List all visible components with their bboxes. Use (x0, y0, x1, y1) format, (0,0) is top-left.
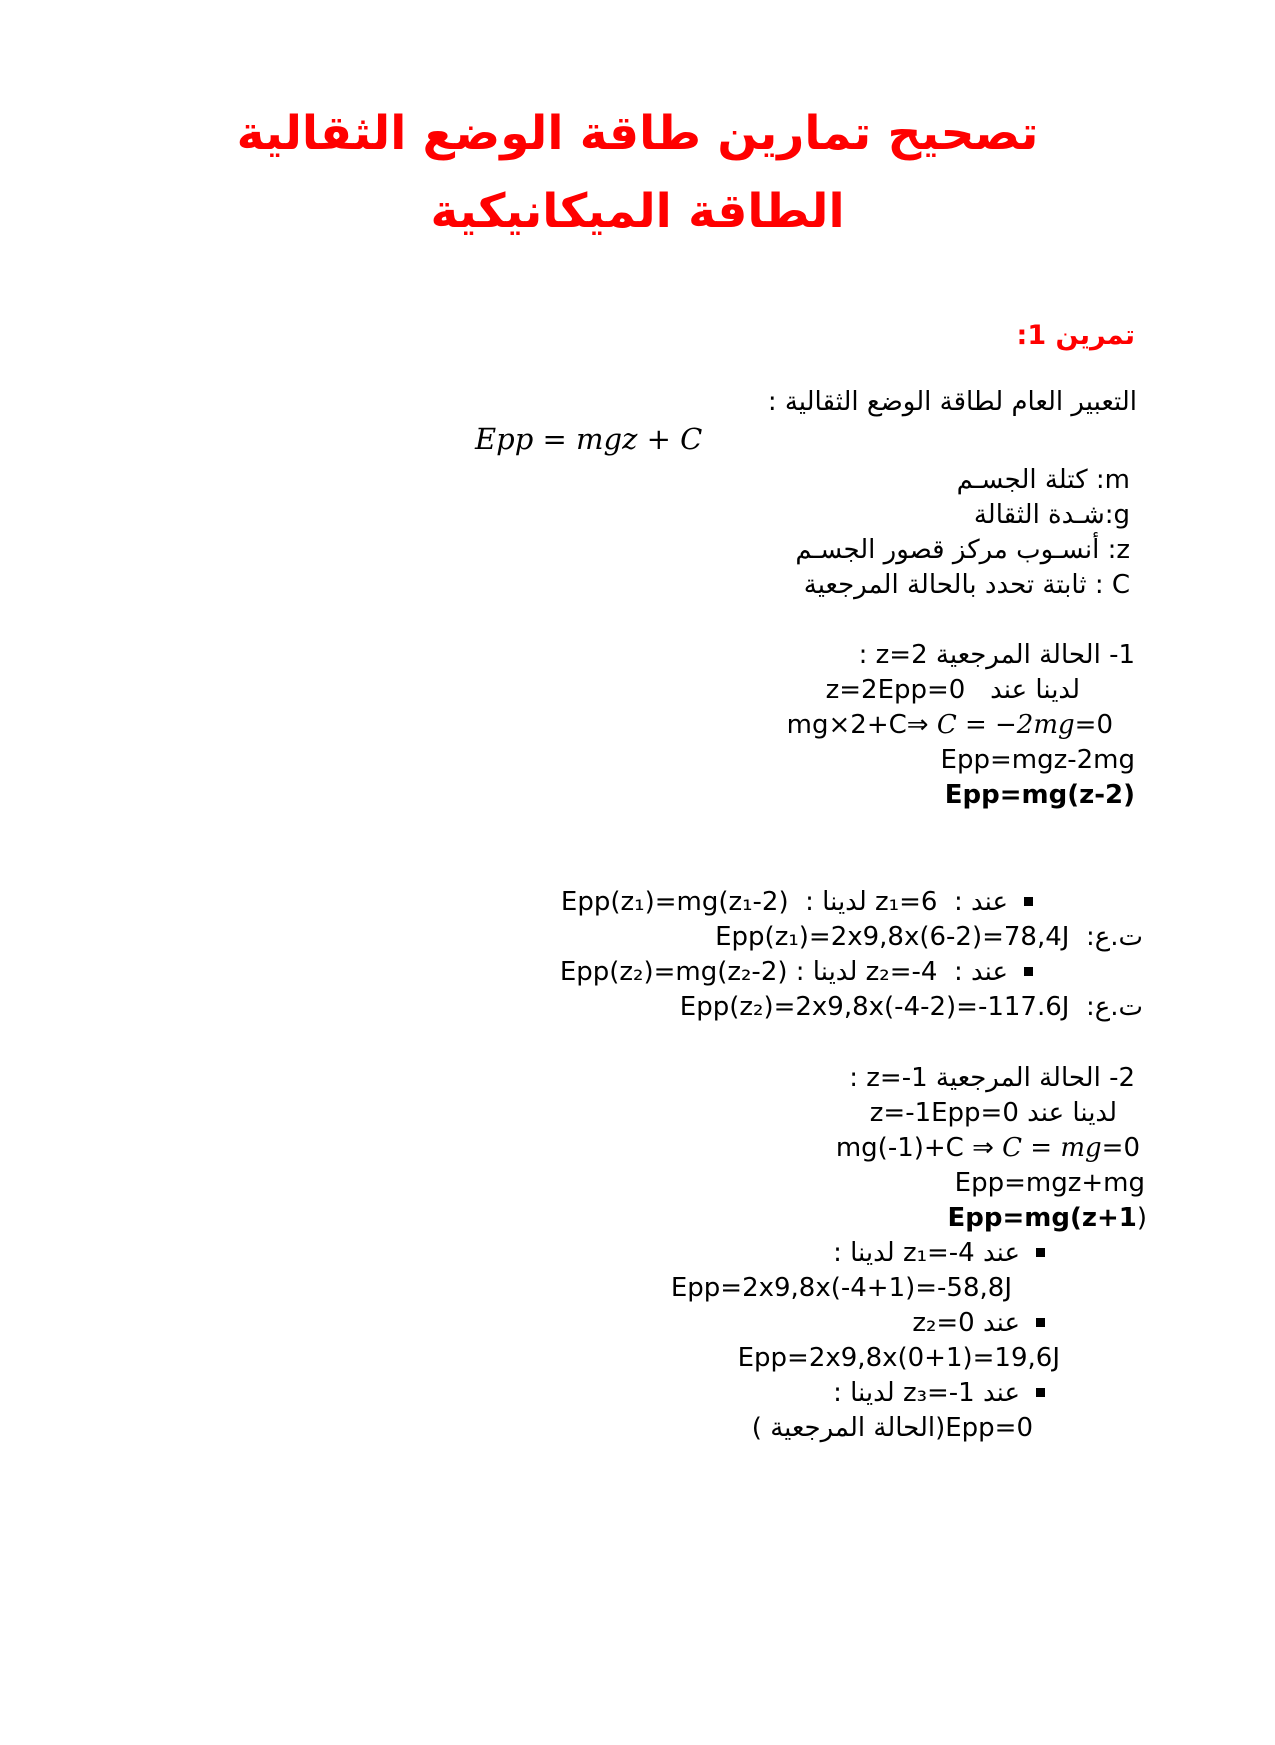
case-2-step: Epp=mgz+mg (954, 1168, 1145, 1198)
case-2-point-1-application: Epp=2x9,8x(-4+1)=-58,8J (670, 1273, 1012, 1303)
case-2-point-2-application: Epp=2x9,8x(0+1)=19,6J (737, 1343, 1060, 1373)
bullet-square-icon (1036, 1388, 1045, 1397)
case-1-point-2-statement: عند : z₂=-4 لدينا : Epp(z₂)=mg(z₂-2) (559, 957, 1008, 987)
case-1-derivation (0, 708, 1275, 743)
case-1-points-block (0, 885, 1275, 1025)
title-line-1: تصحيح تمارين طاقة الوضع الثقالية (236, 106, 1039, 161)
case-2-heading: 2- الحالة المرجعية z=-1 : (849, 1063, 1135, 1093)
case-1-final-formula: Epp=mg(z-2) (944, 780, 1135, 810)
case-1-block (0, 638, 1275, 813)
case-2-derivation-plain: 0=mg(-1)+C ⇒ (835, 1133, 1140, 1163)
definitions-block (0, 463, 1275, 603)
list-item (0, 1306, 1275, 1341)
case-2-point-3-statement: عند z₃=-1 لدينا : (833, 1378, 1020, 1408)
case-2-derivation-result: C = mg (1002, 1133, 1102, 1163)
case-1-given: لدينا عند z=2Epp=0 (825, 675, 1080, 705)
document-title (0, 95, 1275, 251)
case-1-derivation-plain: 0=mg×2+C⇒ (786, 710, 1113, 740)
case-2-final-bold: Epp=mg(z+1 (947, 1203, 1137, 1233)
case-1-heading: 1- الحالة المرجعية z=2 : (858, 640, 1135, 670)
list-item (0, 955, 1275, 990)
case-1-point-1-statement: عند : z₁=6 لدينا : Epp(z₁)=mg(z₁-2) (560, 887, 1008, 917)
definition-g: g:شـدة الثقالة (973, 500, 1130, 530)
bullet-square-icon (1036, 1318, 1045, 1327)
case-1-point-1-application: ت.ع: Epp(z₁)=2x9,8x(6-2)=78,4J (715, 922, 1143, 952)
list-item (0, 885, 1275, 920)
case-2-point-3-application: Epp=0(الحالة المرجعية ) (751, 1413, 1033, 1443)
case-2-point-2-statement: عند z₂=0 (912, 1308, 1020, 1338)
document-page (0, 95, 1275, 1745)
case-2-given: لدينا عند z=-1Epp=0 (869, 1098, 1117, 1128)
definition-z: z: أنسـوب مركز قصور الجسـم (795, 535, 1130, 565)
bullet-square-icon (1036, 1248, 1045, 1257)
list-item (0, 1376, 1275, 1411)
definition-c: C : ثابتة تحدد بالحالة المرجعية (803, 570, 1130, 600)
general-formula: Epp = mgz + C (475, 422, 703, 456)
case-2-block (0, 1061, 1275, 1446)
bullet-square-icon (1024, 967, 1033, 976)
exercise-1-heading: تمرين 1: (1016, 320, 1135, 351)
definition-m: m: كتلة الجسـم (956, 465, 1130, 495)
title-line-2: الطاقة الميكانيكية (430, 184, 845, 239)
case-2-derivation (0, 1131, 1275, 1166)
list-item (0, 1236, 1275, 1271)
bullet-square-icon (1024, 897, 1033, 906)
case-1-point-2-application: ت.ع: Epp(z₂)=2x9,8x(-4-2)=-117.6J (679, 992, 1143, 1022)
case-1-step: Epp=mgz-2mg (940, 745, 1135, 775)
case-2-final-tail: ) (1136, 1203, 1147, 1233)
intro-line: التعبير العام لطاقة الوضع الثقالية : (767, 387, 1137, 417)
case-2-point-1-statement: عند z₁=-4 لدينا : (833, 1238, 1020, 1268)
case-2-final-formula (0, 1201, 1275, 1236)
case-1-derivation-result: C = −2mg (936, 710, 1075, 740)
